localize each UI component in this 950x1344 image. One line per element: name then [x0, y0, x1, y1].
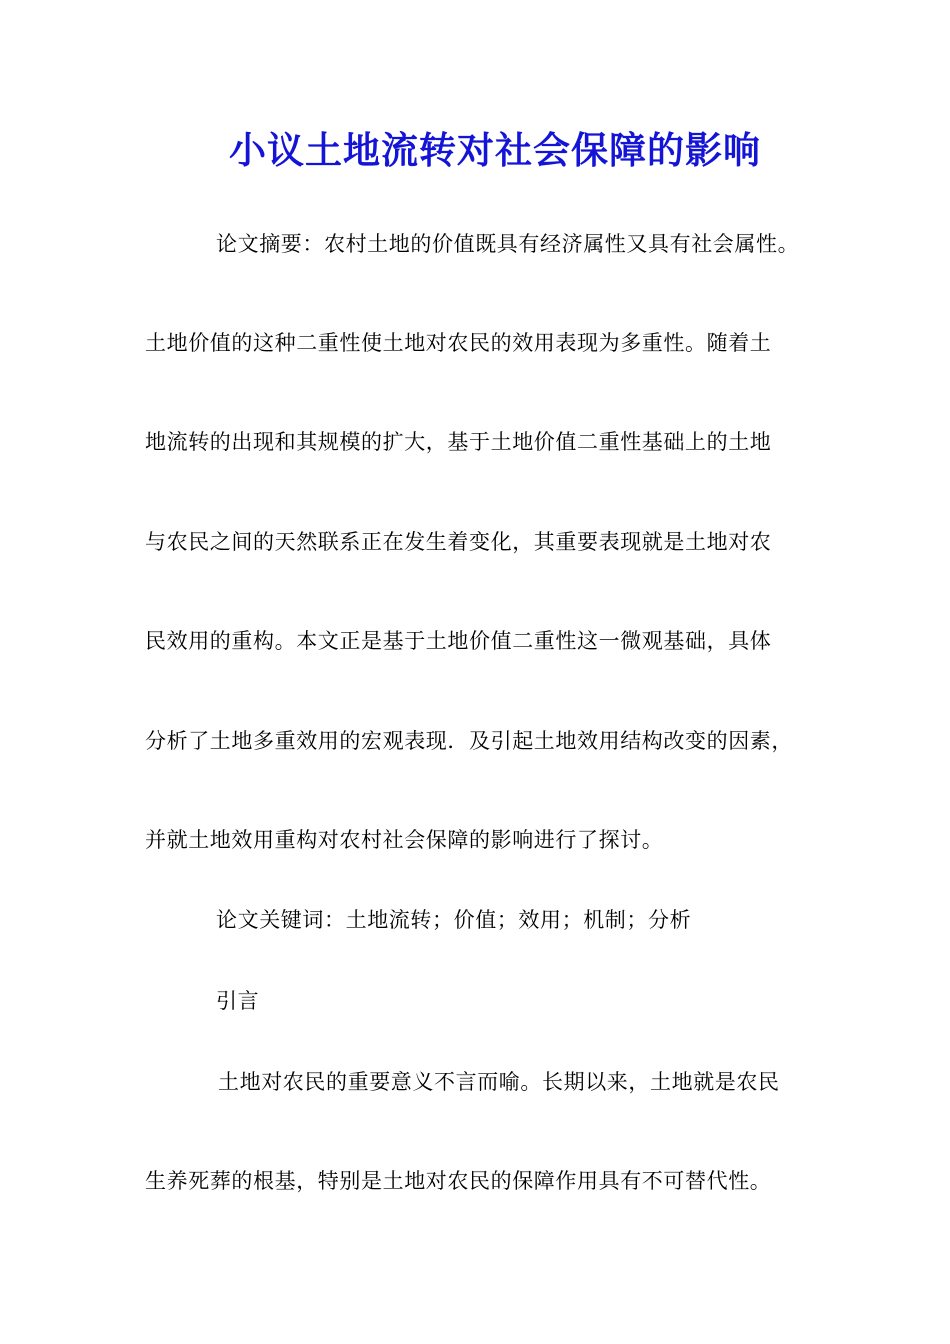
abstract-line: 民效用的重构。本文正是基于土地价值二重性这一微观基础，具体 — [145, 629, 772, 653]
abstract-line: 分析了土地多重效用的宏观表现．及引起土地效用结构改变的因素， — [145, 729, 793, 753]
abstract-line: 地流转的出现和其规模的扩大，基于土地价值二重性基础上的土地 — [145, 430, 772, 454]
intro-line: 土地对农民的重要意义不言而喻。长期以来，土地就是农民 — [218, 1070, 780, 1094]
abstract-line: 与农民之间的天然联系正在发生着变化，其重要表现就是土地对农 — [145, 530, 772, 554]
document-title: 小议土地流转对社会保障的影响 — [229, 128, 761, 172]
abstract-line: 论文摘要：农村土地的价值既具有经济属性又具有社会属性。 — [216, 232, 800, 256]
abstract-line: 并就土地效用重构对农村社会保障的影响进行了探讨。 — [145, 828, 664, 852]
intro-line: 生养死葬的根基，特别是土地对农民的保障作用具有不可替代性。 — [145, 1169, 772, 1193]
keywords-line: 论文关键词：土地流转；价值；效用；机制；分析 — [216, 908, 692, 932]
section-heading: 引言 — [216, 989, 260, 1013]
abstract-line: 土地价值的这种二重性使土地对农民的效用表现为多重性。随着土 — [145, 331, 772, 355]
